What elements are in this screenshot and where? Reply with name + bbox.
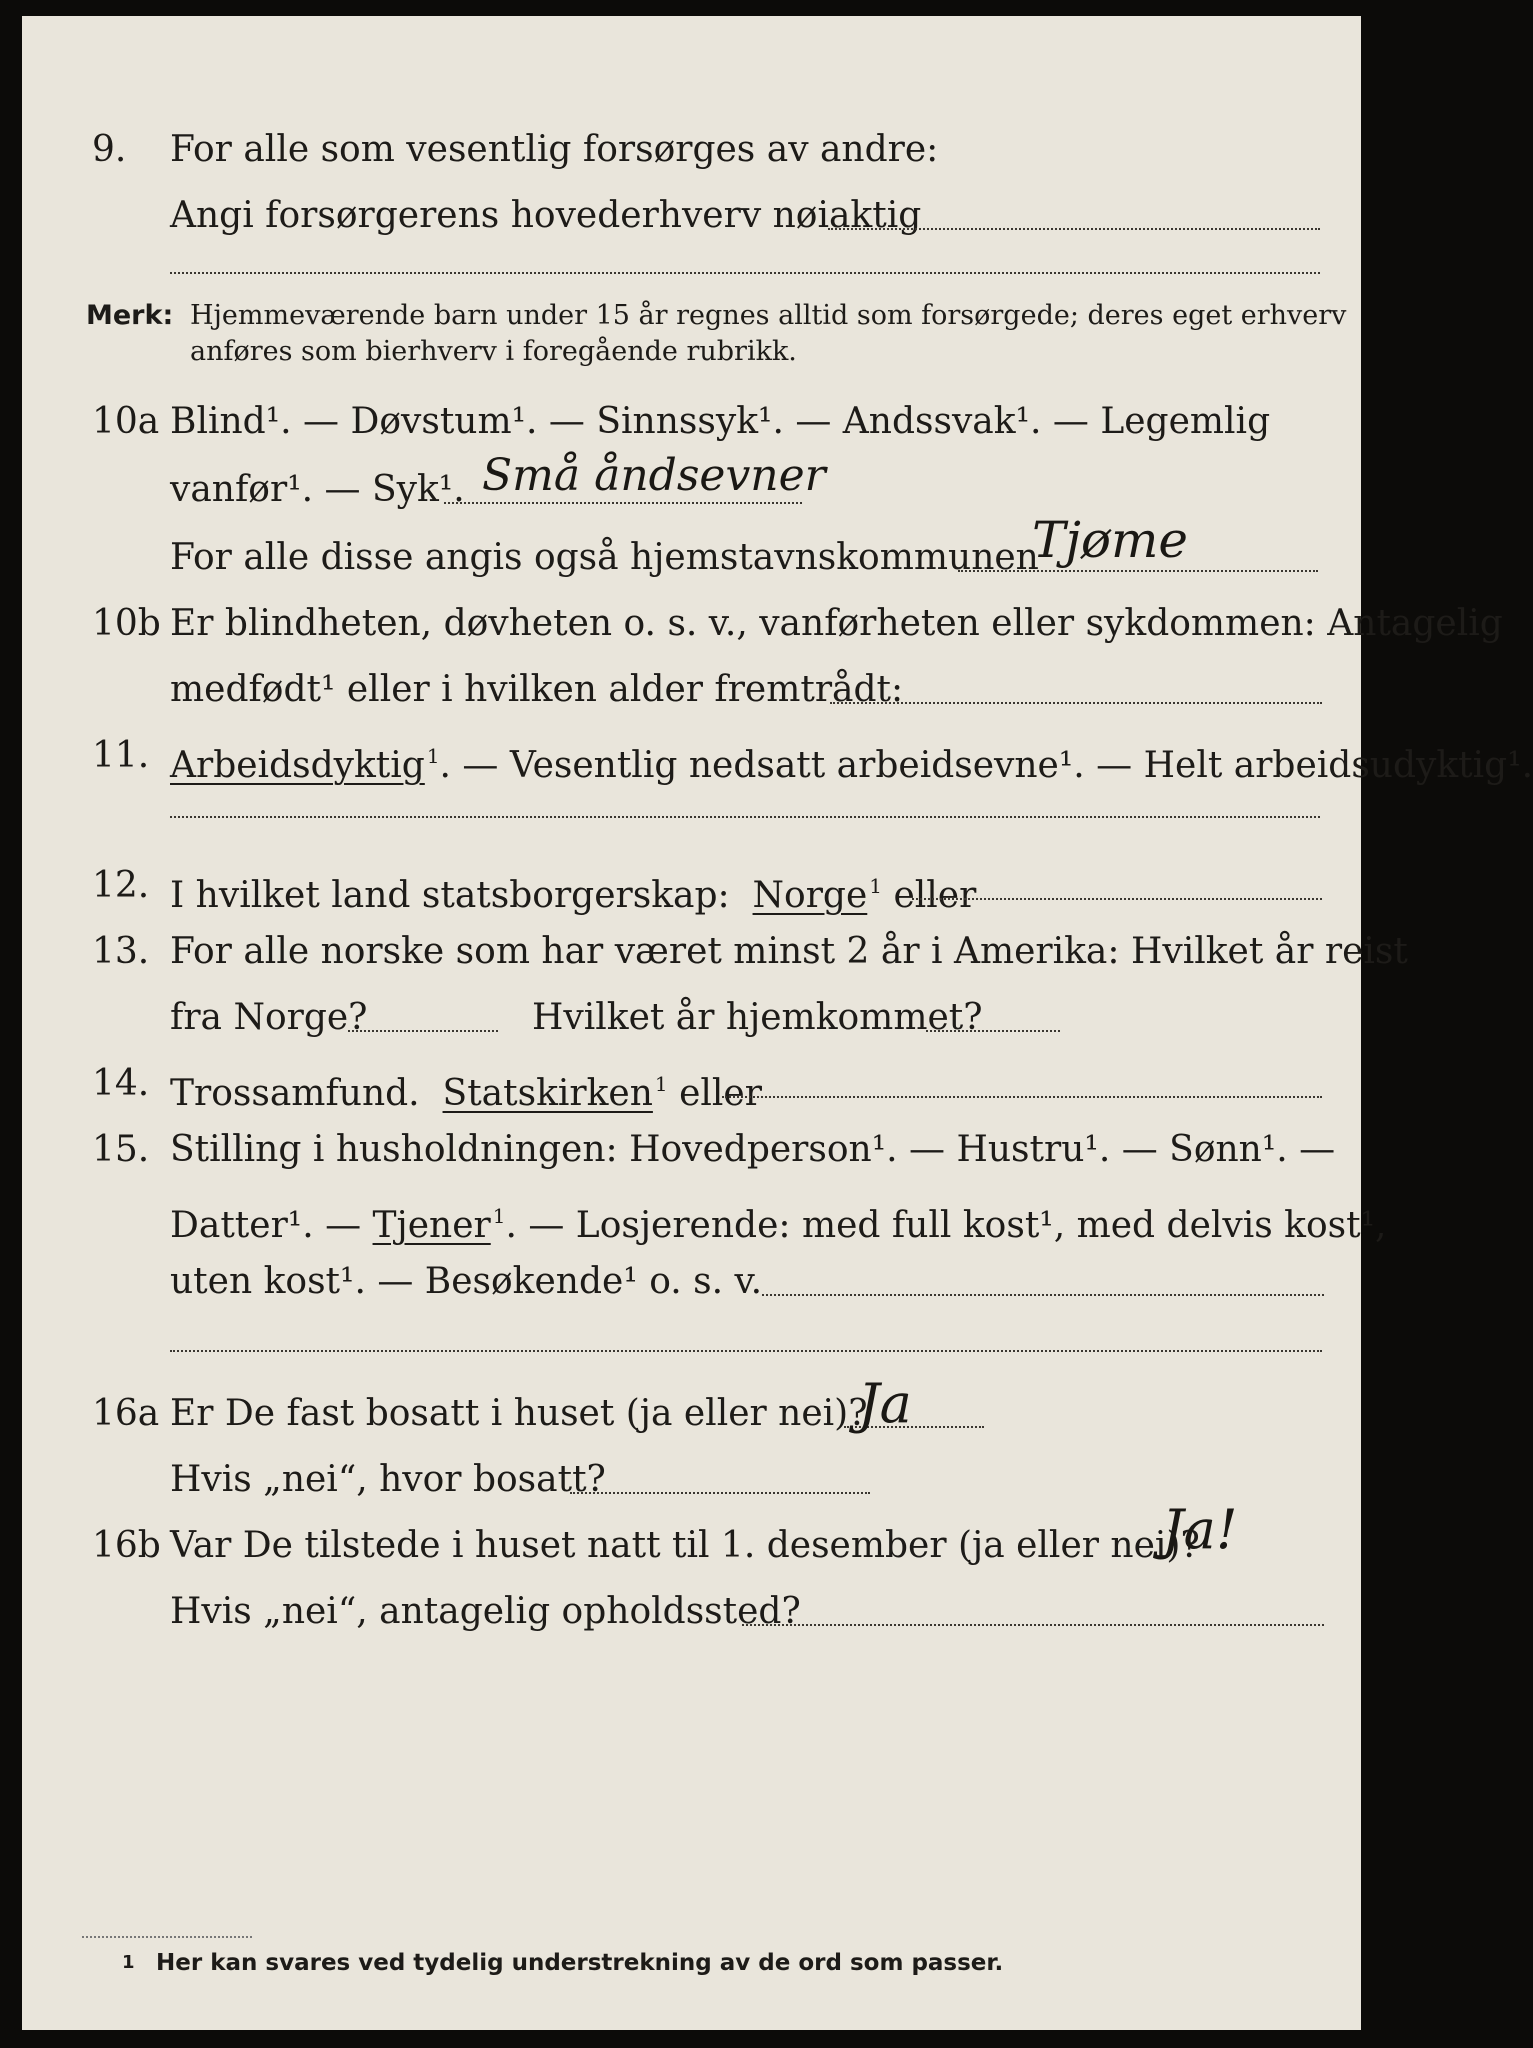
q12-question	[170, 864, 976, 918]
merk-label: Merk:	[86, 300, 174, 331]
q13-reist-prompt: fra Norge?	[170, 997, 368, 1038]
q14-number: 14.	[92, 1063, 150, 1104]
q13-question: For alle norske som har været minst 2 år i Amerika: Hvilket år reist	[170, 931, 1408, 972]
q10a-syk-field[interactable]	[444, 502, 802, 504]
q14-or: eller	[679, 1073, 762, 1114]
q13-hjemkommet-field[interactable]	[926, 1030, 1060, 1032]
q14-prompt: Trossamfund.	[170, 1073, 420, 1114]
merk-text-2: anføres som bierhverv i foregående rubrikk.	[190, 336, 797, 367]
q15-losjerende: . — Losjerende: med full kost¹, med delvis kost¹,	[505, 1205, 1387, 1246]
q10b-question: Er blindheten, døvheten o. s. v., vanførheten eller sykdommen: Antagelig	[170, 603, 1503, 644]
q16a-bosatt-field[interactable]	[570, 1492, 870, 1494]
q15-options-3: uten kost¹. — Besøkende¹ o. s. v.	[170, 1261, 763, 1302]
q11-extra-line[interactable]	[170, 816, 1320, 818]
q15-option-tjener[interactable]: Tjener	[372, 1205, 491, 1246]
q12-number: 12.	[92, 865, 150, 906]
q12-answer-field[interactable]	[912, 898, 1322, 900]
q13-number: 13.	[92, 931, 150, 972]
q16a-question: Er De fast bosatt i huset (ja eller nei)?	[170, 1393, 868, 1434]
census-form-page	[22, 16, 1533, 2030]
q10b-number: 10b	[92, 603, 161, 644]
footnote-rule	[82, 1936, 252, 1938]
q16a-handwritten: Ja	[858, 1372, 912, 1435]
q11-option-arbeidsdyktig[interactable]: Arbeidsdyktig	[170, 745, 425, 786]
q16b-question: Var De tilstede i huset natt til 1. desember (ja eller nei)?	[170, 1525, 1200, 1566]
q13-hjemkommet-prompt: Hvilket år hjemkommet?	[532, 997, 983, 1038]
q16a-number: 16a	[92, 1393, 160, 1434]
q16a-prompt: Hvis „nei“, hvor bosatt?	[170, 1459, 606, 1500]
q10b-answer-field[interactable]	[830, 702, 1322, 704]
q12-option-norge[interactable]: Norge	[752, 875, 868, 916]
q15-question: Stilling i husholdningen: Hovedperson¹. — Hustru¹. — Sønn¹. —	[170, 1129, 1336, 1170]
q14-answer-field[interactable]	[722, 1096, 1322, 1098]
q9-extra-line[interactable]	[170, 272, 1320, 274]
q12-prompt: I hvilket land statsborgerskap:	[170, 875, 730, 916]
q15-footnote-mark: 1	[492, 1204, 506, 1228]
q10a-kommune-field[interactable]	[958, 570, 1318, 572]
q12-or: eller	[893, 875, 977, 916]
q10a-kommune-prompt: For alle disse angis også hjemstavnskommunen	[170, 537, 1039, 578]
footnote-number: 1	[122, 1952, 135, 1973]
q10a-options: Blind¹. — Døvstum¹. — Sinnssyk¹. — Andssvak¹. — Legemlig	[170, 401, 1271, 442]
q10b-prompt: medfødt¹ eller i hvilken alder fremtrådt:	[170, 669, 904, 710]
q9-prompt: Angi forsørgerens hovederhverv nøiaktig	[170, 195, 922, 236]
q16b-number: 16b	[92, 1525, 161, 1566]
q12-footnote-mark: 1	[869, 874, 883, 898]
q11-number: 11.	[92, 735, 150, 776]
q11-other-options: . — Vesentlig nedsatt arbeidsevne¹. — Helt arbeidsudyktig¹.	[439, 745, 1533, 786]
q11-footnote-mark: 1	[426, 744, 440, 768]
q14-option-statskirken[interactable]: Statskirken	[442, 1073, 653, 1114]
q9-question: For alle som vesentlig forsørges av andre:	[170, 129, 939, 170]
q16b-handwritten: Ja!	[1162, 1498, 1238, 1561]
q16b-answer-field[interactable]	[742, 1624, 1324, 1626]
q10a-options-2: vanfør¹. — Syk¹.	[170, 469, 465, 510]
q15-number: 15.	[92, 1129, 150, 1170]
q15-options-2	[170, 1194, 1386, 1248]
q10a-number: 10a	[92, 401, 160, 442]
q10a-kommune-handwritten: Tjøme	[1032, 511, 1188, 569]
q15-extra-line[interactable]	[170, 1350, 1322, 1352]
footnote-text: Her kan svares ved tydelig understrekning av de ord som passer.	[156, 1950, 1004, 1976]
q9-number: 9.	[92, 129, 127, 170]
q16b-prompt: Hvis „nei“, antagelig opholdssted?	[170, 1591, 801, 1632]
q13-reist-field[interactable]	[348, 1030, 498, 1032]
q14-footnote-mark: 1	[654, 1072, 668, 1096]
merk-text-1: Hjemmeværende barn under 15 år regnes alltid som forsørgede; deres eget erhverv	[190, 300, 1347, 331]
q9-answer-field[interactable]	[828, 228, 1320, 230]
q15-answer-field[interactable]	[762, 1294, 1324, 1296]
q11-options	[170, 734, 1533, 788]
q10a-syk-handwritten: Små åndsevner	[482, 450, 826, 501]
q15-datter: Datter¹. —	[170, 1205, 362, 1246]
q14-question	[170, 1062, 762, 1116]
